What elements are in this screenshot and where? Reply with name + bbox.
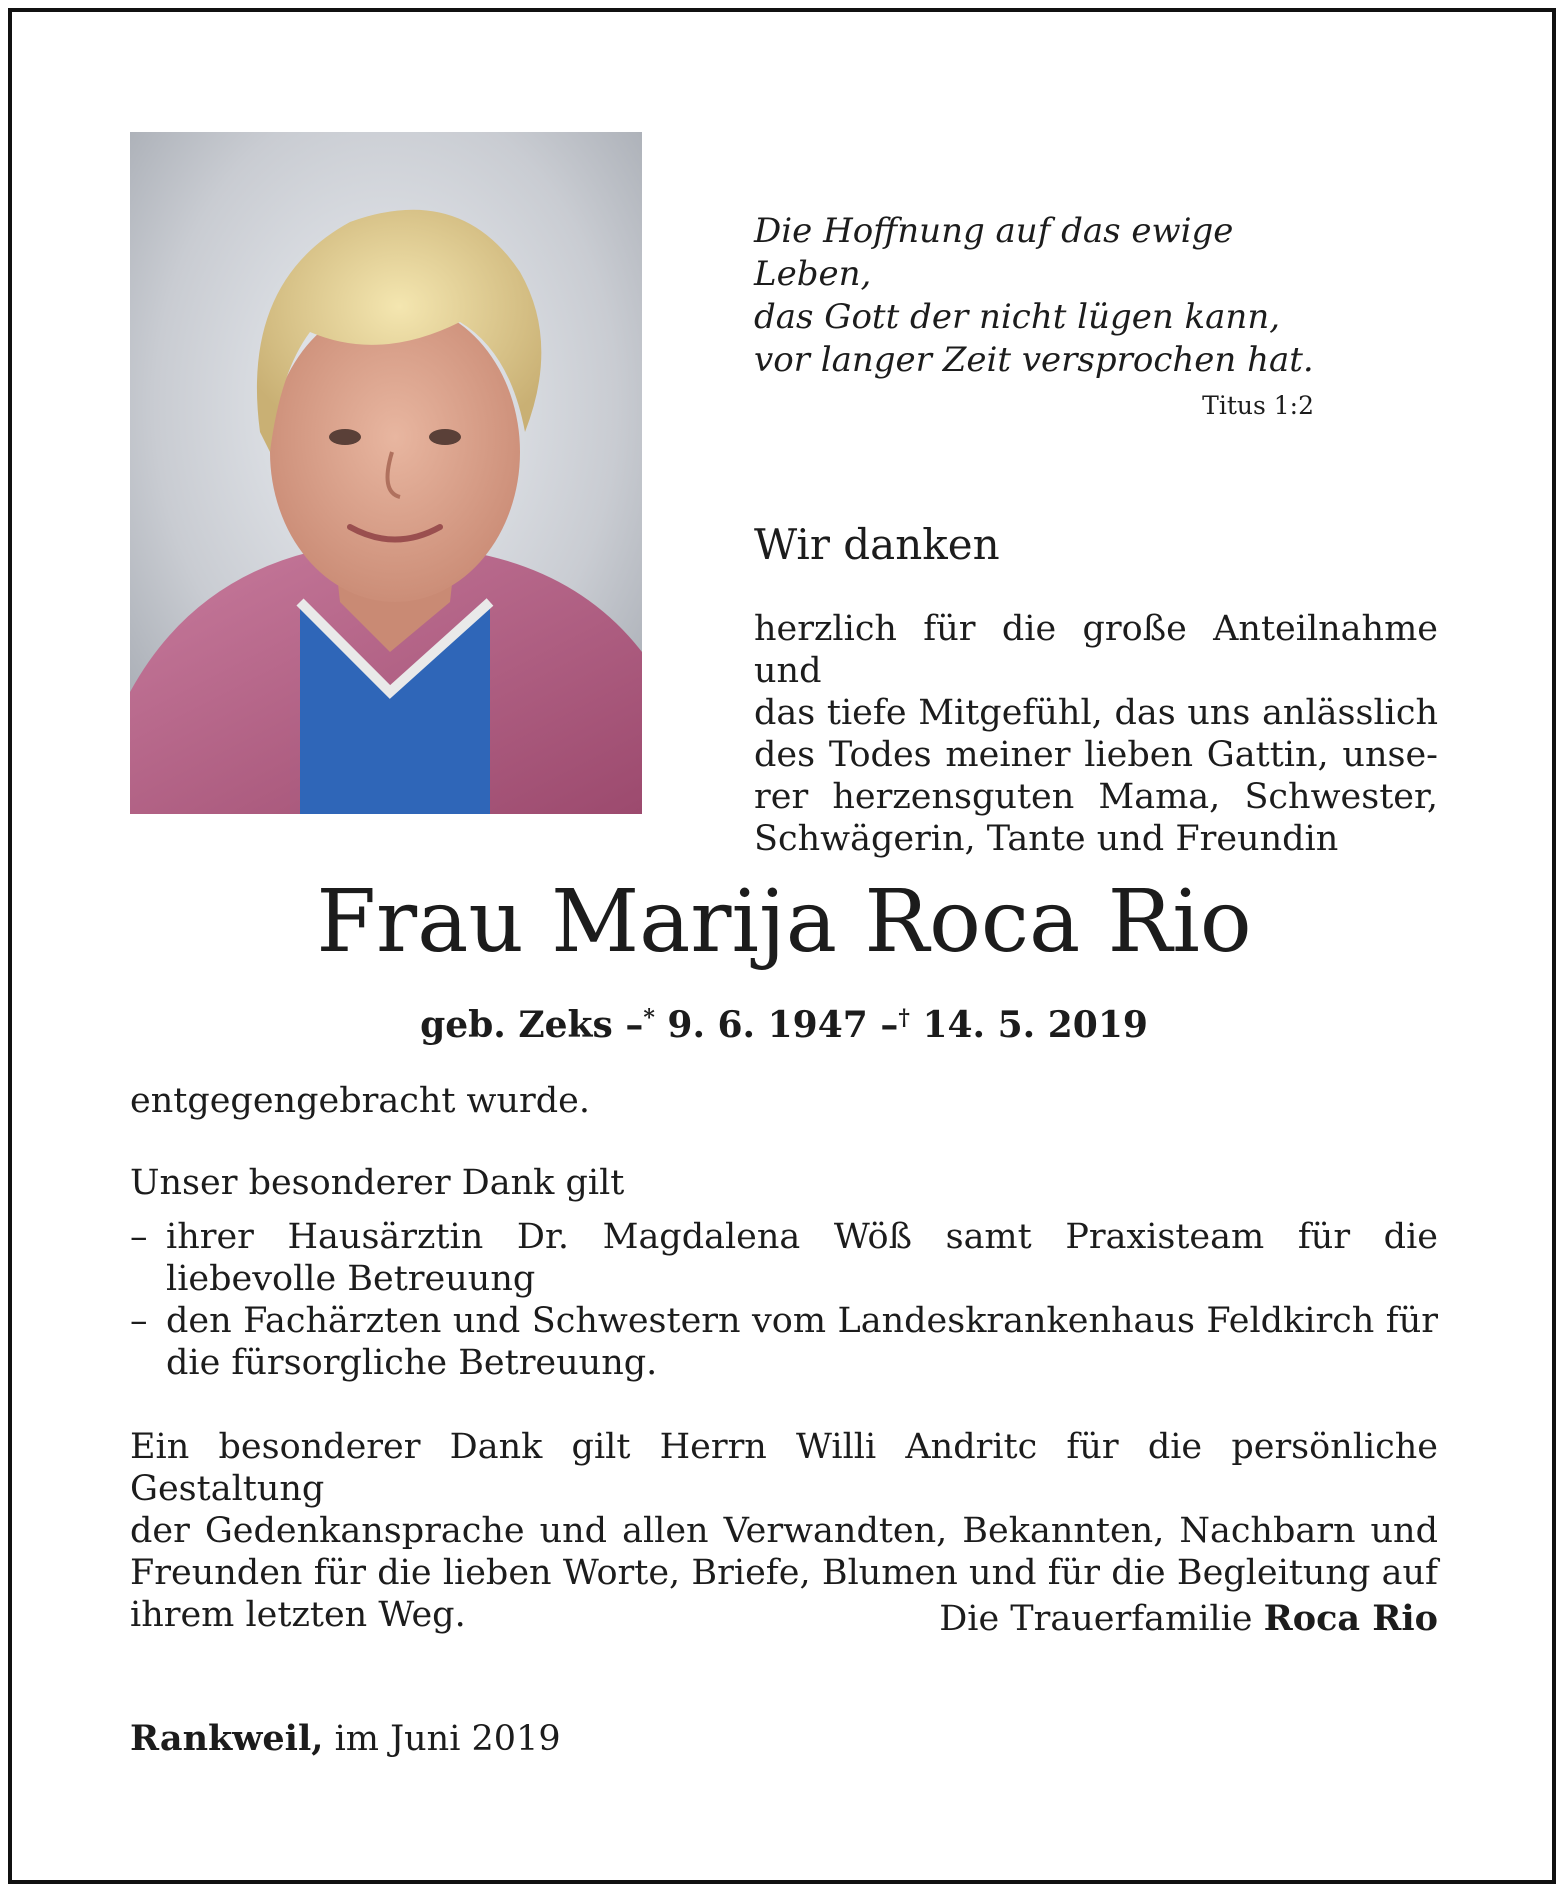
signature-family: Roca Rio bbox=[1263, 1598, 1438, 1639]
place-town: Rankweil, bbox=[130, 1718, 324, 1759]
intro-line: Schwägerin, Tante und Freundin bbox=[754, 819, 1339, 859]
birth-date: 9. 6. 1947 bbox=[667, 1004, 868, 1046]
dash-bullet: – bbox=[130, 1301, 148, 1341]
list-item-text: den Fachärzten und Schwestern vom Landeskrankenhaus Feldkirch für die fürsorgliche Betreuung. bbox=[166, 1301, 1438, 1383]
place-date-text: im Juni 2019 bbox=[334, 1719, 561, 1759]
intro-line: das tiefe Mitgefühl, das uns anlässlich bbox=[754, 693, 1438, 733]
signature-prefix: Die Trauerfamilie bbox=[939, 1599, 1253, 1639]
special-thanks-heading: Unser besonderer Dank gilt bbox=[130, 1163, 625, 1203]
quote-line: vor langer Zeit versprochen hat. bbox=[754, 340, 1314, 380]
quote-reference: Titus 1:2 bbox=[1202, 391, 1314, 420]
list-item bbox=[130, 1216, 1438, 1300]
signature bbox=[939, 1598, 1438, 1640]
intro-text bbox=[754, 608, 1438, 860]
died-symbol: † bbox=[898, 1005, 910, 1031]
intro-line: herzlich für die große Anteilnahme und bbox=[754, 609, 1438, 691]
death-date: 14. 5. 2019 bbox=[922, 1004, 1148, 1046]
list-item bbox=[130, 1300, 1438, 1384]
bible-quote bbox=[754, 210, 1314, 422]
deceased-name: Frau Marija Roca Rio bbox=[316, 872, 1252, 972]
born-symbol: * bbox=[643, 1005, 655, 1031]
life-dates: geb. Zeks –* 9. 6. 1947 –† 14. 5. 2019 bbox=[420, 1004, 1148, 1046]
place-date bbox=[130, 1718, 561, 1760]
intro-line: des Todes meiner lieben Gattin, unse- bbox=[754, 735, 1438, 775]
birth-name: geb. Zeks bbox=[420, 1004, 613, 1046]
thanks-heading: Wir danken bbox=[754, 520, 1000, 569]
closing-line: ihrem letzten Weg. bbox=[130, 1595, 466, 1635]
portrait-photo bbox=[130, 132, 642, 814]
closing-line: Ein besonderer Dank gilt Herrn Willi Andritc für die persönliche Gestaltung bbox=[130, 1427, 1438, 1509]
special-thanks-list bbox=[130, 1216, 1438, 1384]
dash-bullet: – bbox=[130, 1217, 148, 1257]
intro-line: rer herzensguten Mama, Schwester, bbox=[754, 777, 1438, 817]
closing-line: Freunden für die lieben Worte, Briefe, Blumen und für die Begleitung auf bbox=[130, 1553, 1438, 1593]
closing-line: der Gedenkansprache und allen Verwandten, Bekannten, Nachbarn und bbox=[130, 1511, 1438, 1551]
quote-line: Die Hoffnung auf das ewige Leben, bbox=[754, 211, 1234, 294]
quote-line: das Gott der nicht lügen kann, bbox=[754, 297, 1281, 337]
list-item-text: ihrer Hausärztin Dr. Magdalena Wöß samt Praxisteam für die liebevolle Betreuung bbox=[166, 1217, 1438, 1299]
continuation-text: entgegengebracht wurde. bbox=[130, 1081, 591, 1121]
